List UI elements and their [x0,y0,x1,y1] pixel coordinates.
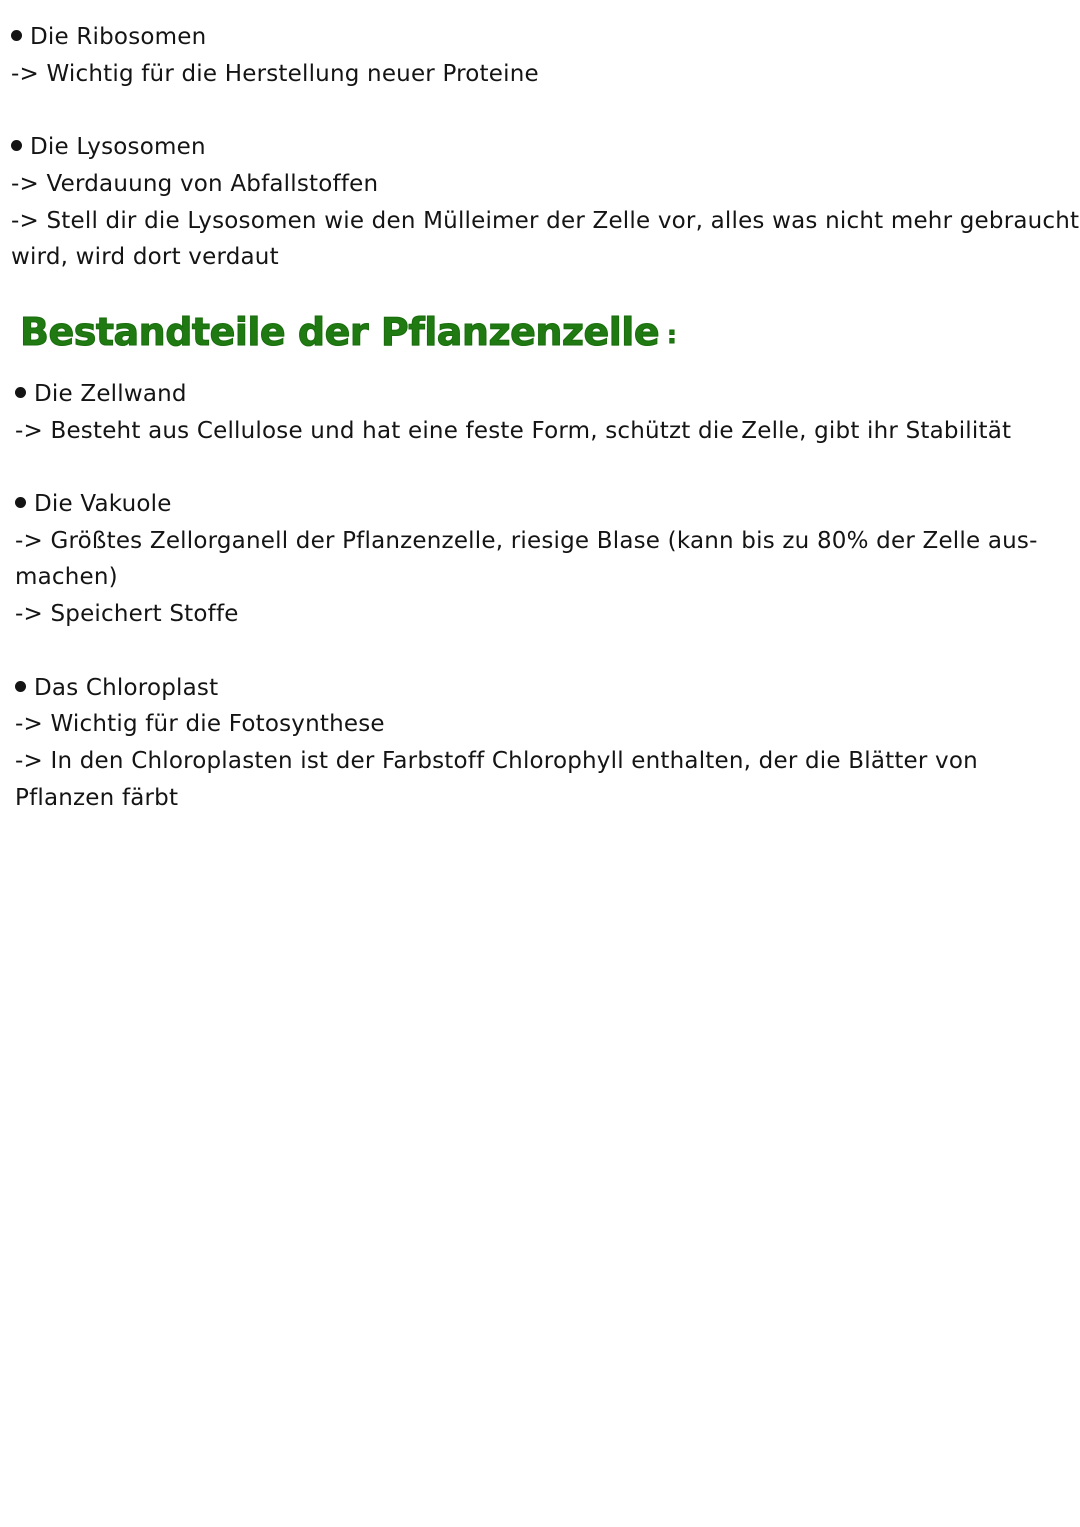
heading-text: Bestandteile der Pflanzenzelle [20,310,660,354]
item-description: -> In den Chloroplasten ist der Farbstoff Chlorophyll enthalten, der die Blätter von [15,748,978,774]
heading-colon: : [667,320,677,349]
item-description: -> Größtes Zellorganell der Pflanzenzelle, riesige Blase (kann bis zu 80% der Zelle aus- [15,528,1038,554]
item-title-chloroplast: Das Chloroplast [34,675,219,701]
bullet-icon [11,140,22,151]
item-title-zellwand: Die Zellwand [34,381,187,407]
bullet-item-title [15,673,218,703]
bullet-item-title [15,489,172,519]
item-title-lysosomen: Die Lysosomen [30,134,206,160]
item-description: -> Verdauung von Abfallstoffen [11,171,379,197]
bullet-item-title [11,22,206,52]
bullet-item-title [15,379,187,409]
item-description: machen) [15,564,118,590]
item-description: Pflanzen färbt [15,785,179,811]
bullet-item-title [11,132,206,162]
item-description: -> Stell dir die Lysosomen wie den Mülleimer der Zelle vor, alles was nicht mehr gebraucht [11,208,1080,234]
item-description: -> Besteht aus Cellulose und hat eine feste Form, schützt die Zelle, gibt ihr Stabilität [15,418,1012,444]
bullet-icon [15,387,26,398]
section-heading [20,305,676,362]
item-description: -> Wichtig für die Herstellung neuer Proteine [11,61,539,87]
item-title-ribosomen: Die Ribosomen [30,24,207,50]
item-description: -> Speichert Stoffe [15,601,239,627]
item-description: -> Wichtig für die Fotosynthese [15,711,385,737]
bullet-icon [11,30,22,41]
bullet-icon [15,497,26,508]
item-title-vakuole: Die Vakuole [34,491,172,517]
bullet-icon [15,681,26,692]
item-description: wird, wird dort verdaut [11,244,279,270]
